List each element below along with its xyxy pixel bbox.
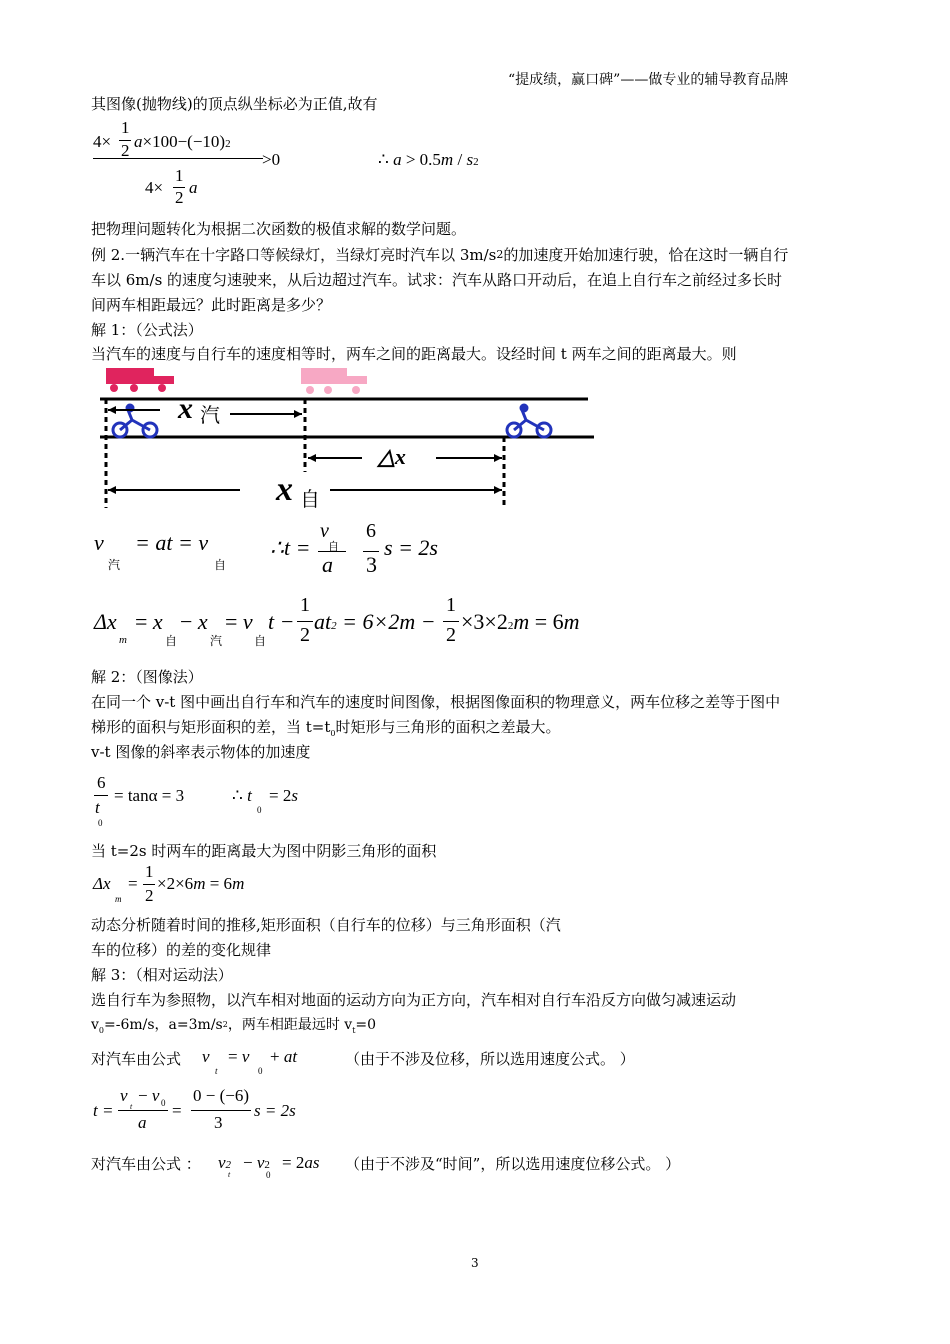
text-line: 车以 6m/s 的速度匀速驶来，从后边超过汽车。试求：汽车从路口开动后，在追上自行车之前经过多长时 [91,271,783,289]
example-2: 例 2.一辆汽车在十字路口等候绿灯，当绿灯亮时汽车以 $3m/s^2$的加速度开始加速行驶，恰在这时一辆自行 [91,246,789,264]
car-icon [106,368,174,392]
text-line: 动态分析随着时间的推移,矩形面积（自行车的位移）与三角形面积（汽 [91,916,561,934]
text-line: 在同一个 v-t 图中画出自行车和汽车的速度时间图像，根据图像面积的物理意义，两车位移之差等于图中 [91,693,781,711]
text-line: （由于不涉及位移，所以选用速度公式。 ） [345,1050,635,1068]
text-line: （由于不涉及“时间”，所以选用速度位移公式。 ） [345,1155,681,1173]
solution-2-heading: 解 2：（图像法） [91,668,203,686]
text-line: 车的位移）的差的变化规律 [91,941,272,959]
solution-3-heading: 解 3：（相对运动法） [91,966,233,984]
text-line: 间两车相距最远？此时距离是多少？ [91,296,332,314]
text-line: $v_0=-6m/s$，$a=3m/s^2$，两车相距最远时 $v_t=0$ [91,1017,377,1035]
label-x-car: x [178,392,193,425]
motion-diagram [100,366,620,511]
text-line: 其图像(抛物线)的顶点纵坐标必为正值,故有 [91,95,378,113]
text-line: 对汽车由公式 ： [91,1155,201,1173]
text-line: 对汽车由公式 [91,1050,182,1068]
label-x-bike: x [276,471,293,508]
solution-1-heading: 解 1：（公式法） [91,321,203,339]
text-line: 当 t=2s 时两车的距离最大为图中阴影三角形的面积 [91,842,437,860]
page-number: 3 [471,1256,479,1270]
text-line: 把物理问题转化为根据二次函数的极值求解的数学问题。 [91,220,467,238]
text-line: 当汽车的速度与自行车的速度相等时，两车之间的距离最大。设经时间 t 两车之间的距离最大。则 [91,345,737,363]
label-bike: 自 [300,487,320,511]
label-delta-x: △x [378,444,406,469]
text-line: 梯形的面积与矩形面积的差，当 $t=t_0$时矩形与三角形的面积之差最大。 [91,718,561,738]
text-line: 选自行车为参照物，以汽车相对地面的运动方向为正方向，汽车相对自行车沿反方向做匀减速运动 [91,991,737,1009]
car-icon [301,368,367,394]
text-line: v-t 图像的斜率表示物体的加速度 [91,743,311,761]
bicycle-icon [507,405,551,437]
label-car: 汽 [200,403,220,427]
header-slogan: “提成绩，赢口碑”——做专业的辅导教育品牌 [508,72,789,88]
